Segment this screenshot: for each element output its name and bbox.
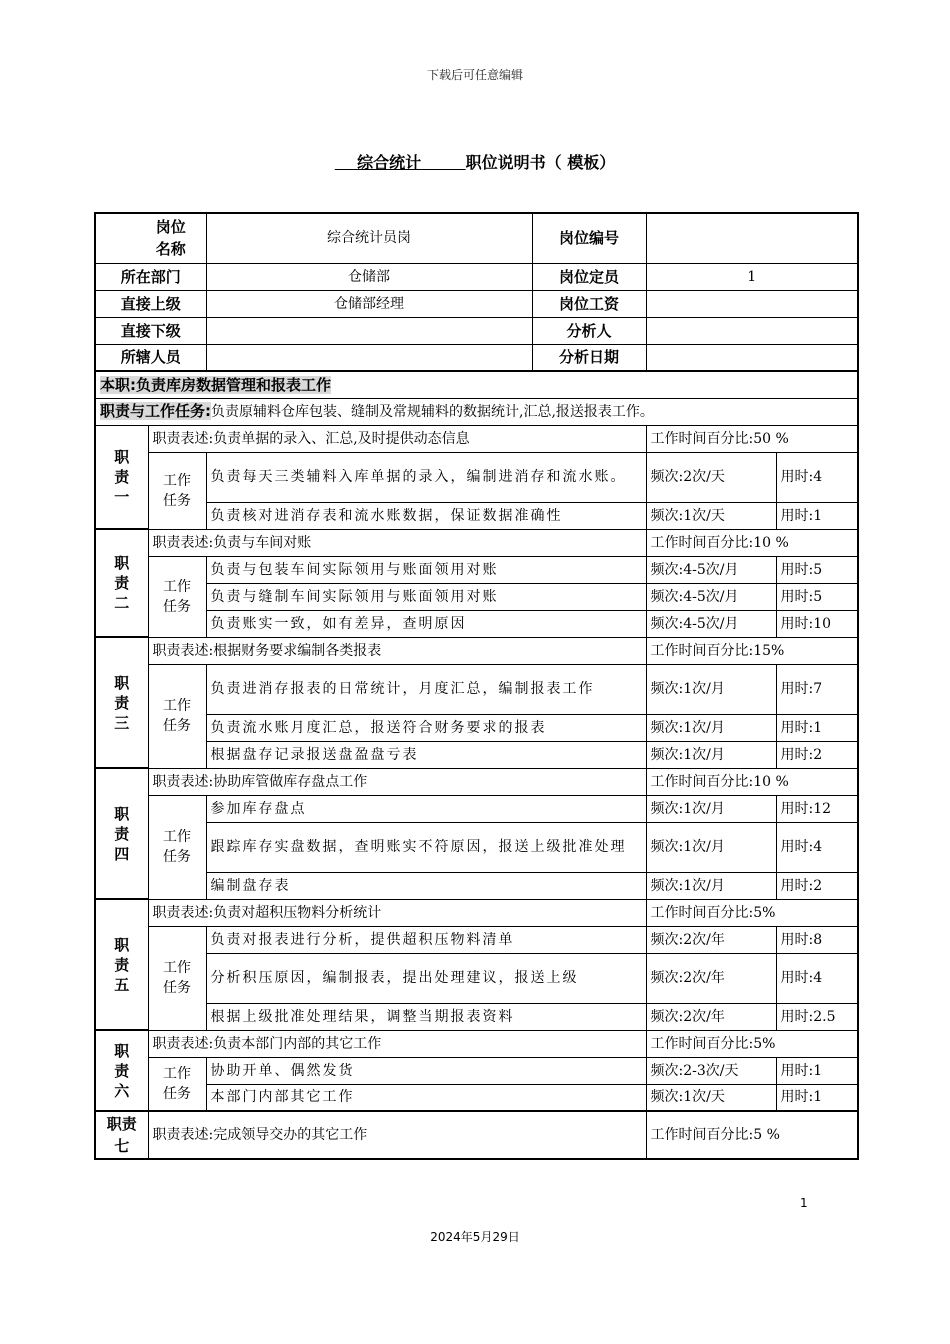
duty-2-label: 职 责 二 [95, 529, 148, 637]
salary-value [646, 290, 858, 317]
task-freq: 频次:1次/月 [646, 714, 776, 741]
task-freq: 频次:1次/月 [646, 664, 776, 714]
main-duty [95, 371, 858, 398]
task-time: 用时:8 [776, 926, 858, 953]
title-underline-field [335, 153, 466, 172]
table-row [95, 583, 858, 610]
task-text: 负责流水账月度汇总，报送符合财务要求的报表 [206, 714, 646, 741]
headcount-value: 1 [646, 263, 858, 290]
table-row [95, 822, 858, 872]
task-label: 工作 任务 [148, 795, 206, 899]
task-time: 用时:2 [776, 741, 858, 768]
table-row [95, 872, 858, 899]
pos-name-label-line2: 名称 [155, 240, 186, 259]
duty-5-desc: 职责表述:负责对超积压物料分析统计 [148, 899, 646, 926]
task-text: 参加库存盘点 [206, 795, 646, 822]
pos-name-label [95, 213, 206, 263]
task-label: 工作 任务 [148, 556, 206, 637]
duty-3-desc-row [95, 637, 858, 664]
task-freq: 频次:2次/年 [646, 953, 776, 1003]
task-freq: 频次:1次/月 [646, 822, 776, 872]
info-row-subordinate [95, 317, 858, 344]
table-row [95, 664, 858, 714]
duty-3-label: 职 责 三 [95, 637, 148, 768]
title-prefix: 综合统计 [357, 153, 422, 172]
info-row-dept [95, 263, 858, 290]
task-freq: 频次:1次/天 [646, 1084, 776, 1111]
task-text: 根据上级批准处理结果，调整当期报表资料 [206, 1003, 646, 1030]
duty-5-desc-row [95, 899, 858, 926]
task-freq: 频次:4-5次/月 [646, 583, 776, 610]
responsibilities-intro [95, 398, 858, 425]
task-label: 工作 任务 [148, 664, 206, 768]
table-row [95, 953, 858, 1003]
task-freq: 频次:2-3次/天 [646, 1057, 776, 1084]
duty-2-desc-row [95, 529, 858, 556]
main-duty-label: 本职: [100, 375, 136, 394]
table-row [95, 926, 858, 953]
task-freq: 频次:4-5次/月 [646, 610, 776, 637]
job-description-table [94, 212, 859, 1160]
task-time: 用时:5 [776, 583, 858, 610]
analyst-value [646, 317, 858, 344]
duty-2-pct: 工作时间百分比:10 % [646, 529, 858, 556]
header-note: 下载后可任意编辑 [426, 68, 523, 82]
task-time: 用时:12 [776, 795, 858, 822]
table-row [95, 741, 858, 768]
table-row [95, 610, 858, 637]
task-time: 用时:1 [776, 1084, 858, 1111]
table-row [95, 795, 858, 822]
pos-name-label-line1: 岗位 [155, 218, 186, 237]
pos-name-value: 综合统计员岗 [206, 213, 532, 263]
duty-4-desc-row [95, 768, 858, 795]
task-text: 负责与缝制车间实际领用与账面领用对账 [206, 583, 646, 610]
duty-4-pct: 工作时间百分比:10 % [646, 768, 858, 795]
duty-1-pct: 工作时间百分比:50 % [646, 425, 858, 452]
pos-code-label: 岗位编号 [532, 213, 646, 263]
staff-label: 所辖人员 [95, 344, 206, 371]
task-freq: 频次:1次/月 [646, 872, 776, 899]
task-label: 工作 任务 [148, 926, 206, 1030]
responsibilities-intro-label: 职责与工作任务: [100, 402, 211, 420]
duty-7-pct: 工作时间百分比:5 % [646, 1111, 858, 1159]
table-row [95, 502, 858, 529]
duty-4-desc: 职责表述:协助库管做库存盘点工作 [148, 768, 646, 795]
duty-4-label: 职 责 四 [95, 768, 148, 899]
salary-label: 岗位工资 [532, 290, 646, 317]
analysis-date-label: 分析日期 [532, 344, 646, 371]
task-time: 用时:1 [776, 1057, 858, 1084]
task-text: 负责每天三类辅料入库单据的录入，编制进消存和流水账。 [206, 452, 646, 502]
task-text: 根据盘存记录报送盘盈盘亏表 [206, 741, 646, 768]
table-row [95, 1084, 858, 1111]
duty-3-desc: 职责表述:根据财务要求编制各类报表 [148, 637, 646, 664]
duty-3-pct: 工作时间百分比:15% [646, 637, 858, 664]
duty-6-label: 职 责 六 [95, 1030, 148, 1111]
table-row [95, 556, 858, 583]
duty-5-pct: 工作时间百分比:5% [646, 899, 858, 926]
task-freq: 频次:2次/年 [646, 1003, 776, 1030]
superior-value: 仓储部经理 [206, 290, 532, 317]
main-duty-text: 负责库房数据管理和报表工作 [136, 375, 332, 394]
duty-6-desc: 职责表述:负责本部门内部的其它工作 [148, 1030, 646, 1057]
task-label: 工作 任务 [148, 452, 206, 529]
duty-7-desc: 职责表述:完成领导交办的其它工作 [148, 1111, 646, 1159]
task-time: 用时:4 [776, 452, 858, 502]
duty-6-pct: 工作时间百分比:5% [646, 1030, 858, 1057]
table-row [95, 452, 858, 502]
task-text: 负责对报表进行分析，提供超积压物料清单 [206, 926, 646, 953]
duty-1-desc: 职责表述:负责单据的录入、汇总,及时提供动态信息 [148, 425, 646, 452]
task-freq: 频次:2次/年 [646, 926, 776, 953]
task-freq: 频次:1次/月 [646, 741, 776, 768]
table-row [95, 1057, 858, 1084]
task-text: 负责账实一致，如有差异，查明原因 [206, 610, 646, 637]
task-freq: 频次:4-5次/月 [646, 556, 776, 583]
task-time: 用时:4 [776, 822, 858, 872]
table-row [95, 714, 858, 741]
task-time: 用时:2.5 [776, 1003, 858, 1030]
task-freq: 频次:2次/天 [646, 452, 776, 502]
task-text: 协助开单、偶然发货 [206, 1057, 646, 1084]
task-time: 用时:1 [776, 502, 858, 529]
subordinate-label: 直接下级 [95, 317, 206, 344]
task-time: 用时:2 [776, 872, 858, 899]
task-text: 负责与包装车间实际领用与账面领用对账 [206, 556, 646, 583]
duty-2-desc: 职责表述:负责与车间对账 [148, 529, 646, 556]
info-row-position [95, 213, 858, 263]
page-number: 1 [800, 1196, 808, 1210]
subordinate-value [206, 317, 532, 344]
pos-code-value [646, 213, 858, 263]
task-freq: 频次:1次/月 [646, 795, 776, 822]
staff-value [206, 344, 532, 371]
analysis-date-value [646, 344, 858, 371]
task-text: 负责进消存报表的日常统计，月度汇总，编制报表工作 [206, 664, 646, 714]
duty-7-row [95, 1111, 858, 1159]
task-freq: 频次:1次/天 [646, 502, 776, 529]
responsibilities-intro-row [95, 398, 858, 425]
task-time: 用时:10 [776, 610, 858, 637]
info-row-staff [95, 344, 858, 371]
responsibilities-intro-text: 负责原辅料仓库包装、缝制及常规辅料的数据统计,汇总,报送报表工作。 [211, 404, 654, 420]
dept-label: 所在部门 [95, 263, 206, 290]
task-label: 工作 任务 [148, 1057, 206, 1111]
duty-6-desc-row [95, 1030, 858, 1057]
task-time: 用时:4 [776, 953, 858, 1003]
task-text: 编制盘存表 [206, 872, 646, 899]
task-text: 跟踪库存实盘数据，查明账实不符原因，报送上级批准处理 [206, 822, 646, 872]
title-suffix: 职位说明书（ 模板） [465, 153, 616, 172]
task-time: 用时:7 [776, 664, 858, 714]
main-duty-row [95, 371, 858, 398]
task-text: 负责核对进消存表和流水账数据，保证数据准确性 [206, 502, 646, 529]
document-title [0, 150, 950, 173]
duty-1-label: 职 责 一 [95, 425, 148, 529]
duty-7-label: 职责 七 [95, 1111, 148, 1159]
task-text: 本部门内部其它工作 [206, 1084, 646, 1111]
info-row-superior [95, 290, 858, 317]
footer-date: 2024年5月29日 [430, 1230, 520, 1244]
duty-5-label: 职 责 五 [95, 899, 148, 1030]
duty-1-desc-row [95, 425, 858, 452]
dept-value: 仓储部 [206, 263, 532, 290]
task-text: 分析积压原因，编制报表，提出处理建议，报送上级 [206, 953, 646, 1003]
table-row [95, 1003, 858, 1030]
task-time: 用时:5 [776, 556, 858, 583]
task-time: 用时:1 [776, 714, 858, 741]
analyst-label: 分析人 [532, 317, 646, 344]
superior-label: 直接上级 [95, 290, 206, 317]
headcount-label: 岗位定员 [532, 263, 646, 290]
